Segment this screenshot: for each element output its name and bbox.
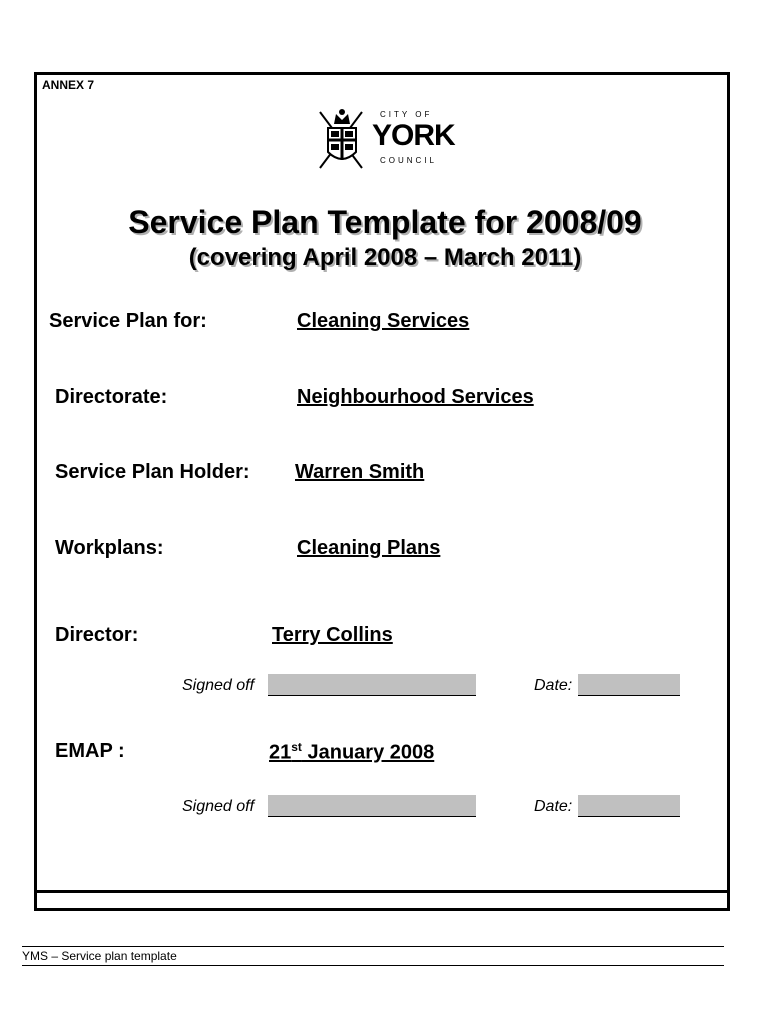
emap-day-suffix: st — [291, 740, 302, 754]
emap-date-label: Date: — [534, 798, 573, 815]
plan-holder-value: Warren Smith — [295, 461, 425, 483]
directorate-value: Neighbourhood Services — [297, 386, 534, 408]
director-signed-off-label: Signed off — [182, 677, 255, 694]
emap-value — [269, 740, 434, 765]
workplans-value: Cleaning Plans — [297, 537, 441, 559]
emap-date-field[interactable] — [578, 795, 680, 817]
emap-label: EMAP : — [55, 740, 125, 762]
logo-council-text: COUNCIL — [380, 156, 438, 165]
service-plan-for-value: Cleaning Services — [297, 310, 470, 332]
director-date-label: Date: — [534, 677, 573, 694]
plan-holder-label: Service Plan Holder: — [55, 461, 250, 483]
document-frame — [34, 72, 730, 911]
workplans-label: Workplans: — [55, 537, 164, 559]
page-subtitle: (covering April 2008 – March 2011) — [188, 244, 582, 271]
director-signature-field[interactable] — [268, 674, 476, 696]
emap-signature-field[interactable] — [268, 795, 476, 817]
service-plan-for-label: Service Plan for: — [49, 310, 207, 332]
emap-day: 21 — [269, 741, 292, 764]
emap-signed-off-label: Signed off — [182, 798, 255, 815]
director-value: Terry Collins — [272, 624, 393, 646]
director-label: Director: — [55, 624, 139, 646]
logo-city-text: CITY OF — [380, 110, 433, 119]
directorate-label: Directorate: — [55, 386, 168, 408]
annex-label: ANNEX 7 — [42, 78, 95, 92]
footer-text: YMS – Service plan template — [22, 949, 177, 963]
city-of-york-logo — [316, 106, 456, 172]
york-crest-icon — [316, 106, 368, 172]
director-date-field[interactable] — [578, 674, 680, 696]
footer-bottom-rule — [22, 965, 724, 966]
frame-divider — [34, 890, 730, 893]
emap-month-year: January 2008 — [301, 741, 435, 764]
logo-york-text: YORK — [372, 119, 455, 152]
footer-top-rule — [22, 946, 724, 947]
page-title: Service Plan Template for 2008/09 — [128, 204, 642, 240]
